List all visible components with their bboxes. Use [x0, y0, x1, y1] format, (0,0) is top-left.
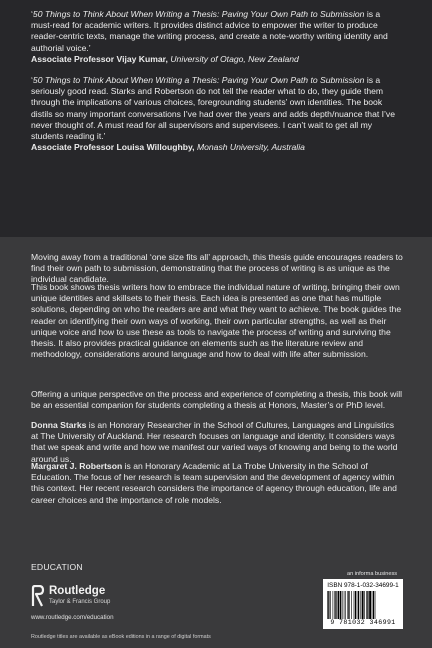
barcode-bar: [355, 591, 356, 619]
ebook-footnote: Routledge titles are available as eBook editions in a range of digital formats: [31, 634, 211, 640]
isbn-label: ISBN 978-1-032-34699-1: [327, 582, 399, 589]
author-name: Donna Starks: [31, 420, 87, 430]
author-bio-text: is an Honorary Academic at La Trobe University in the School of Education. The focus of her research is team supervision and the development of agency within this context. Her recent research considers the importance of agency through education, life and career choices and the importance of role models.: [31, 461, 397, 505]
barcode-bar: [351, 591, 352, 619]
barcode-bar: [364, 591, 365, 619]
barcode-bar: [357, 591, 358, 619]
barcode-bar: [349, 591, 350, 619]
informa-label: an informa business: [347, 571, 398, 577]
praise-quote: [31, 9, 403, 65]
description-paragraph: Moving away from a traditional ‘one size fits all’ approach, this thesis guide encourages readers to find their own path to submission, demonstrating that the process of writing is as unique as the individual candidate.: [31, 252, 403, 285]
barcode-digits: 9 781032 346991: [330, 619, 396, 626]
quote-text: ‘50 Things to Think About When Writing a Thesis: Paving Your Own Path to Submission is a seriously good read. Starks and Robertson do not tell the reader what to do, they guide them through the implications of various choices, foregrounding students’ own identities. The book distils so many important conversations I’ve had over the years and adds depth/nuance that I’ve never thought of. A must read for all supervisors and supervisees. I can’t wait to get all my students reading it.’: [31, 75, 396, 142]
quote-text: ‘50 Things to Think About When Writing a Thesis: Paving Your Own Path to Submission is a must-read for academic writers. It provides distinct advice to empower the writer to produce reader-centric texts, manage the writing process, and create a note-worthy writing identity and authorial voice.’: [31, 9, 388, 53]
barcode-bar: [360, 591, 361, 619]
publisher-group: Taylor & Francis Group: [49, 599, 111, 605]
publisher-logo: [31, 585, 151, 611]
barcode-bar: [338, 591, 340, 619]
description-paragraph: Offering a unique perspective on the process and experience of completing a thesis, this book will be an essential companion for students completing a thesis at Honors, Master’s or PhD level.: [31, 389, 403, 411]
barcode-bar: [336, 591, 337, 619]
subject-category: EDUCATION: [31, 562, 83, 572]
barcode-bars: [327, 591, 399, 621]
barcode-bar: [367, 591, 368, 619]
barcode-bar: [366, 591, 367, 619]
praise-quote: [31, 75, 403, 153]
barcode-bar: [369, 591, 371, 619]
barcode-bar: [333, 591, 334, 619]
barcode-bar: [354, 591, 355, 619]
publisher-name: Routledge: [49, 585, 106, 597]
barcode-bar: [372, 591, 373, 619]
barcode-bar: [344, 591, 345, 619]
praise-quotes: [31, 9, 403, 163]
author-bio-text: is an Honorary Researcher in the School of Cultures, Languages and Linguistics at The University of Auckland. Her research focuses on language and identity. It considers ways that we speak and write and how we manifest our varied ways of knowing and being to the world around us.: [31, 420, 398, 464]
barcode-bar: [342, 591, 343, 619]
author-bio: [31, 420, 403, 465]
quote-attribution: Associate Professor Vijay Kumar, University of Otago, New Zealand: [31, 53, 299, 64]
barcode: [323, 579, 403, 629]
barcode-bar: [362, 591, 364, 619]
description-paragraph: This book shows thesis writers how to embrace the individual nature of writing, bringing their own unique identities and skillsets to their thesis. Each idea is presented as one that has multiple solutions, depending on who the readers are and what they want to achieve. The book guides the reader on identifying their own ways of working, their own particular strengths, as well as their unique voice and how to use these as tools to navigate the process of writing and surviving the thesis. It also provides practical guidance on elements such as the literature review and methodology, considerations around language and how to deal with life after submission.: [31, 282, 402, 360]
barcode-bar: [327, 591, 328, 619]
author-name: Margaret J. Robertson: [31, 461, 123, 471]
quote-author: Associate Professor Louisa Willoughby: [31, 142, 193, 153]
publisher-url[interactable]: www.routledge.com/education: [31, 614, 114, 621]
author-bio: [31, 461, 403, 506]
barcode-bar: [375, 591, 376, 619]
quote-affiliation: Monash University, Australia: [196, 142, 305, 153]
quote-author: Associate Professor Vijay Kumar: [31, 53, 166, 64]
barcode-bar: [358, 591, 359, 619]
barcode-bar: [347, 591, 348, 619]
routledge-logo-icon: [31, 585, 45, 607]
barcode-bar: [340, 591, 341, 619]
quote-book-title: 50 Things to Think About When Writing a Thesis: Paving Your Own Path to Submission: [32, 9, 365, 19]
barcode-bar: [334, 591, 335, 619]
barcode-bar: [330, 591, 331, 619]
quote-body: is a seriously good read. Starks and Robertson do not tell the reader what to do, they guide them through the implications of various choices, foregrounding students’ own identities. The book distils so many important conversations I’ve had over the years and adds depth/nuance that I’ve never thought of. A must read for all supervisors and supervisees. I can’t wait to get all my students reading it.’: [31, 75, 396, 142]
quote-book-title: 50 Things to Think About When Writing a Thesis: Paving Your Own Path to Submission: [32, 75, 365, 86]
barcode-bar: [328, 591, 329, 619]
quote-attribution: Associate Professor Louisa Willoughby, Monash University, Australia: [31, 142, 305, 153]
barcode-bar: [373, 591, 374, 619]
quote-affiliation: University of Otago, New Zealand: [170, 53, 299, 64]
barcode-bar: [345, 591, 346, 619]
quote-body: is a must-read for academic writers. It provides distinct advice to empower the writer to produce reader-centric texts, manage the writing process, and create a note-worthy writing identity and authorial voice.’: [31, 9, 388, 53]
